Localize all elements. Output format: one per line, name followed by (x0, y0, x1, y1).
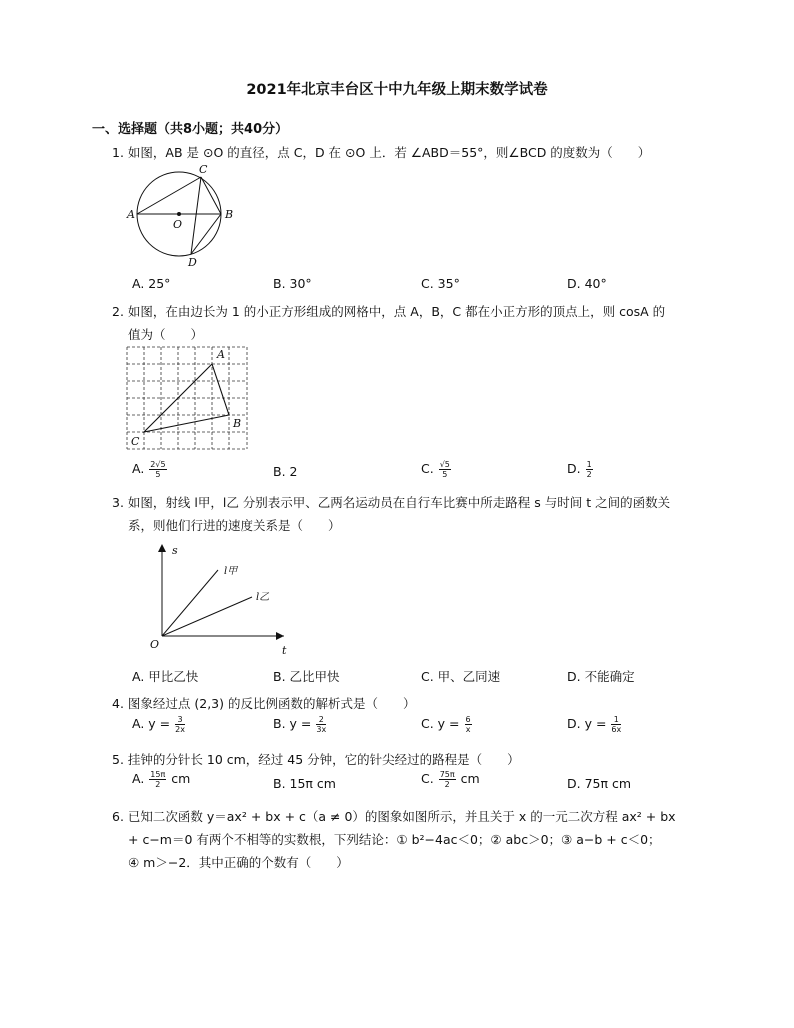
q4-option-b[interactable]: B. y = $\frac{2}{3x}$ (273, 715, 327, 734)
q4-option-d[interactable]: D. y = $\frac{1}{6x}$ (567, 715, 622, 734)
q3-graph-figure (126, 540, 296, 658)
q2-stem-line1: 2. 如图，在由边长为 1 的小正方形组成的网格中，点 A，B，C 都在小正方形的顶点上，则 cosA 的 (112, 304, 666, 319)
q6-line3: ④ m＞−2．其中正确的个数有（ ） (128, 855, 349, 870)
q4-option-c[interactable]: C. y = $\frac{6}{x}$ (421, 715, 471, 734)
line-jia (162, 570, 218, 636)
q3-stem-line2: 系，则他们行进的速度关系是（ ） (128, 518, 341, 533)
q3-option-b[interactable]: B. 乙比甲快 (273, 669, 340, 684)
label-o: O (173, 218, 183, 231)
section-heading: 一、选择题（共8小题；共40分） (92, 122, 289, 137)
q5-option-a[interactable]: A. $\frac{15\pi}{2}$ cm (132, 770, 191, 789)
q6-line2: + c−m＝0 有两个不相等的实数根，下列结论：① b²−4ac＜0；② abc＞0；③ a−b + c＜0； (128, 832, 661, 847)
q3-option-a[interactable]: A. 甲比乙快 (132, 669, 199, 684)
q6-line1: 6. 已知二次函数 y＝ax² + bx + c（a ≠ 0）的图象如图所示，并且关于 x 的一元二次方程 ax² + bx (112, 809, 676, 824)
line-yi-label: l乙 (256, 592, 270, 603)
q3-option-c[interactable]: C. 甲、乙同速 (421, 669, 501, 684)
t-axis-arrow (276, 632, 284, 640)
segment-ac (137, 177, 201, 214)
q3-option-d[interactable]: D. 不能确定 (567, 669, 635, 684)
q2-option-b[interactable]: B. 2 (273, 464, 298, 479)
line-jia-label: l甲 (224, 566, 238, 577)
label-c: C (131, 435, 140, 448)
q5-option-c[interactable]: C. $\frac{75\pi}{2}$ cm (421, 770, 480, 789)
label-a: A (127, 208, 135, 221)
line-yi (162, 597, 252, 636)
q1-option-a[interactable]: A. 25° (132, 276, 171, 291)
q5-stem: 5. 挂钟的分针长 10 cm，经过 45 分钟，它的针尖经过的路程是（ ） (112, 752, 520, 767)
label-b: B (225, 208, 234, 221)
q2-option-c[interactable]: C. $\frac{√5}{5}$ (421, 460, 450, 479)
q4-stem: 4. 图象经过点 (2,3) 的反比例函数的解析式是（ ） (112, 696, 416, 711)
label-d: D (188, 256, 197, 268)
q5-option-b[interactable]: B. 15π cm (273, 776, 336, 791)
triangle-abc (144, 364, 229, 432)
exam-title: 2021年北京丰台区十中九年级上期末数学试卷 (246, 82, 548, 98)
q5-option-d[interactable]: D. 75π cm (567, 776, 632, 791)
q1-option-b[interactable]: B. 30° (273, 276, 312, 291)
origin-label: O (150, 638, 160, 651)
segment-cb (201, 177, 221, 214)
label-a: A (217, 348, 225, 361)
q3-stem-line1: 3. 如图，射线 l甲，l乙 分别表示甲、乙两名运动员在自行车比赛中所走路程 s 与时间 t 之间的函数关 (112, 495, 671, 510)
dashed-grid (127, 347, 247, 449)
center-point (177, 212, 181, 216)
s-axis-arrow (158, 544, 166, 552)
label-b: B (233, 417, 242, 430)
label-c: C (199, 163, 208, 176)
q1-option-c[interactable]: C. 35° (421, 276, 460, 291)
q1-circle-figure (124, 160, 236, 268)
axis-t-label: t (282, 644, 287, 657)
q1-stem: 1. 如图，AB 是 ⊙O 的直径，点 C，D 在 ⊙O 上．若 ∠ABD＝55°，则∠BCD 的度数为（ ） (112, 145, 651, 160)
q2-stem-line2: 值为（ ） (128, 327, 204, 342)
q1-option-d[interactable]: D. 40° (567, 276, 607, 291)
q2-grid-figure (124, 344, 250, 450)
axis-s-label: s (172, 544, 178, 557)
q2-option-a[interactable]: A. $\frac{2√5}{5}$ (132, 460, 166, 479)
q4-option-a[interactable]: A. y = $\frac{3}{2x}$ (132, 715, 185, 734)
q2-option-d[interactable]: D. $\frac{1}{2}$ (567, 460, 592, 479)
